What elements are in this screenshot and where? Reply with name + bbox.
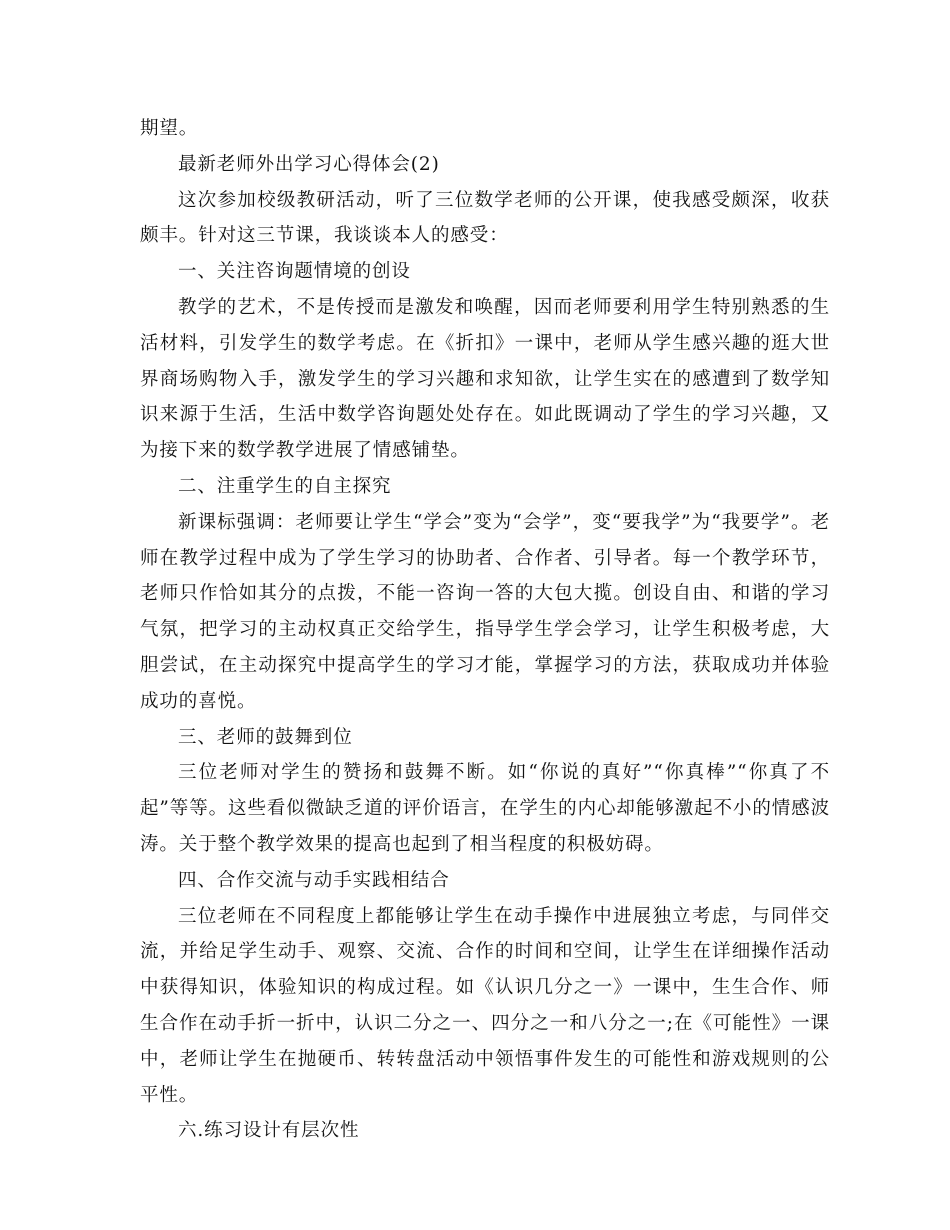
paragraph-continuation: 期望。 xyxy=(140,118,199,139)
section-heading-6: 六.练习设计有层次性 xyxy=(178,1120,360,1142)
section-heading-4: 四、合作交流与动手实践相结合 xyxy=(178,869,450,891)
document-body xyxy=(140,111,830,1149)
paragraph-intro: 这次参加校级教研活动，听了三位数学老师的公开课，使我感受颇深，收获颇丰。针对这三节课，我谈谈本人的感受： xyxy=(140,189,830,247)
paragraph-section-3: 三位老师对学生的赞扬和鼓舞不断。如“你说的真好”“你真棒”“你真了不起”等等。这些看似微缺乏道的评价语言，在学生的内心却能够激起不小的情感波涛。关于整个教学效果的提高也起到了相当程度的积极妨碍。 xyxy=(140,762,830,855)
paragraph-section-4: 三位老师在不同程度上都能够让学生在动手操作中进展独立考虑，与同伴交流，并给足学生动手、观察、交流、合作的时间和空间，让学生在详细操作活动中获得知识，体验知识的构成过程。如《认识几分之一》一课中，生生合作、师生合作在动手折一折中，认识二分之一、四分之一和八分之一;在《可能性》一课中，老师让学生在抛硬币、转转盘活动中领悟事件发生的可能性和游戏规则的公平性。 xyxy=(140,905,830,1106)
paragraph-section-2: 新课标强调：老师要让学生“学会”变为“会学”，变“要我学”为“我要学”。老师在教学过程中成为了学生学习的协助者、合作者、引导者。每一个教学环节，老师只作恰如其分的点拨，不能一咨询一答的大包大揽。创设自由、和谐的学习气氛，把学习的主动权真正交给学生，指导学生学会学习，让学生积极考虑，大胆尝试，在主动探究中提高学生的学习才能，掌握学习的方法，获取成功并体验成功的喜悦。 xyxy=(140,511,830,712)
section-heading-3: 三、老师的鼓舞到位 xyxy=(178,726,353,748)
document-title: 最新老师外出学习心得体会(2) xyxy=(178,153,440,175)
section-heading-1: 一、关注咨询题情境的创设 xyxy=(178,261,411,283)
section-heading-2: 二、注重学生的自主探究 xyxy=(178,475,392,497)
paragraph-section-1: 教学的艺术，不是传授而是激发和唤醒，因而老师要利用学生特别熟悉的生活材料，引发学生的数学考虑。在《折扣》一课中，老师从学生感兴趣的逛大世界商场购物入手，激发学生的学习兴趣和求知欲，让学生实在的感遭到了数学知识来源于生活，生活中数学咨询题处处存在。如此既调动了学生的学习兴趣，又为接下来的数学教学进展了情感铺垫。 xyxy=(140,296,830,462)
